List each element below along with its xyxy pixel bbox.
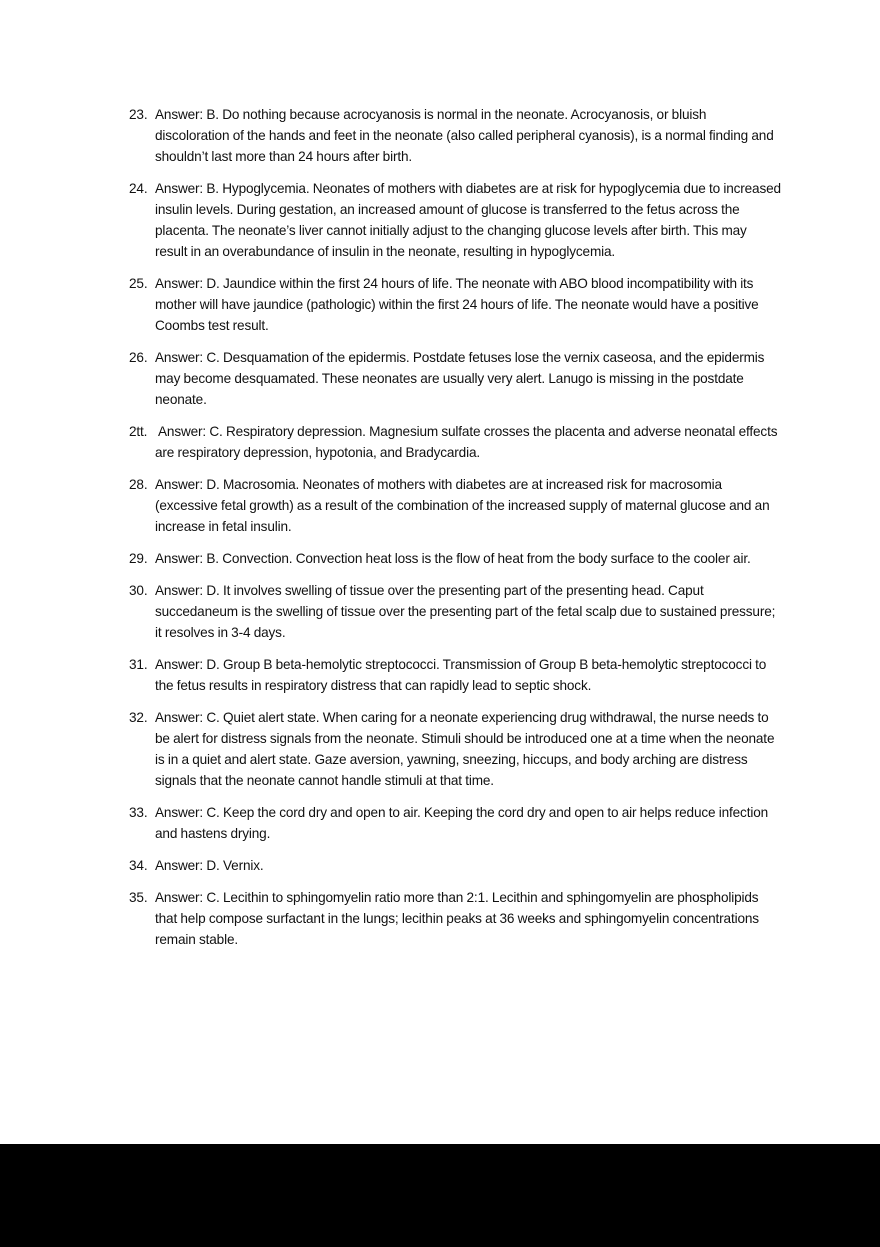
- answer-item-29: [129, 548, 781, 569]
- answer-number: 30.: [129, 583, 148, 598]
- answer-number: 32.: [129, 710, 148, 725]
- answer-text: Answer: B. Convection. Convection heat loss is the flow of heat from the body surface to the cooler air.: [155, 551, 751, 566]
- answer-number: 24.: [129, 181, 148, 196]
- answer-text: Answer: D. It involves swelling of tissue over the presenting part of the presenting head. Caput succedaneum is the swelling of tissue over the presenting part of the fetal scalp due to sustained pressure; it resolves in 3-4 days.: [155, 583, 776, 640]
- answer-item-32: [129, 707, 781, 791]
- answer-text: Answer: C. Desquamation of the epidermis. Postdate fetuses lose the vernix caseosa, and the epidermis may become desquamated. These neonates are usually very alert. Lanugo is missing in the postdate neonate.: [155, 350, 765, 407]
- answer-item-33: [129, 802, 781, 844]
- answer-text: Answer: D. Group B beta-hemolytic streptococci. Transmission of Group B beta-hemolytic streptococci to the fetus results in respiratory distress that can rapidly lead to septic shock.: [155, 657, 767, 693]
- answer-item-34: [129, 855, 781, 876]
- answer-number: 26.: [129, 350, 148, 365]
- answer-number: 34.: [129, 858, 148, 873]
- answer-item-23: [129, 104, 781, 167]
- answer-item-25: [129, 273, 781, 336]
- answer-item-28: [129, 474, 781, 537]
- answer-item-30: [129, 580, 781, 643]
- answer-list: [129, 104, 781, 961]
- bottom-black-bar: [0, 1144, 880, 1247]
- answer-item-26: [129, 347, 781, 410]
- answer-number: 28.: [129, 477, 148, 492]
- answer-item-27: [129, 421, 781, 463]
- answer-item-31: [129, 654, 781, 696]
- answer-text: Answer: B. Do nothing because acrocyanosis is normal in the neonate. Acrocyanosis, or bluish discoloration of the hands and feet in the neonate (also called peripheral cyanosis), is a normal finding and shouldn’t last more than 24 hours after birth.: [155, 107, 774, 164]
- answer-text: Answer: C. Respiratory depression. Magnesium sulfate crosses the placenta and adverse neonatal effects are respiratory depression, hypotonia, and Bradycardia.: [155, 424, 778, 460]
- answer-number: 31.: [129, 657, 148, 672]
- answer-number: 23.: [129, 107, 148, 122]
- answer-text: Answer: C. Quiet alert state. When caring for a neonate experiencing drug withdrawal, the nurse needs to be alert for distress signals from the neonate. Stimuli should be introduced one at a time when the neonate is in a quiet and alert state. Gaze aversion, yawning, sneezing, hiccups, and body arching are distress signals that the neonate cannot handle stimuli at that time.: [155, 710, 775, 788]
- answer-text: Answer: C. Lecithin to sphingomyelin ratio more than 2:1. Lecithin and sphingomyelin are phospholipids that help compose surfactant in the lungs; lecithin peaks at 36 weeks and sphingomyelin concentrations remain stable.: [155, 890, 759, 947]
- answer-number: 25.: [129, 276, 148, 291]
- answer-number: 35.: [129, 890, 148, 905]
- answer-text: Answer: D. Macrosomia. Neonates of mothers with diabetes are at increased risk for macrosomia (excessive fetal growth) as a result of the combination of the increased supply of maternal glucose and an increase in fetal insulin.: [155, 477, 770, 534]
- answer-text: Answer: B. Hypoglycemia. Neonates of mothers with diabetes are at risk for hypoglycemia due to increased insulin levels. During gestation, an increased amount of glucose is transferred to the fetus across the placenta. The neonate’s liver cannot initially adjust to the changing glucose levels after birth. This may result in an overabundance of insulin in the neonate, resulting in hypoglycemia.: [155, 181, 781, 259]
- answer-item-24: [129, 178, 781, 262]
- answer-text: Answer: D. Vernix.: [155, 858, 264, 873]
- answer-number: 29.: [129, 551, 148, 566]
- answer-text: Answer: C. Keep the cord dry and open to air. Keeping the cord dry and open to air helps reduce infection and hastens drying.: [155, 805, 769, 841]
- answer-number: 33.: [129, 805, 148, 820]
- answer-text: Answer: D. Jaundice within the first 24 hours of life. The neonate with ABO blood incompatibility with its mother will have jaundice (pathologic) within the first 24 hours of life. The neonate would have a positive Coombs test result.: [155, 276, 759, 333]
- answer-item-35: [129, 887, 781, 950]
- answer-number: 2tt.: [129, 424, 148, 439]
